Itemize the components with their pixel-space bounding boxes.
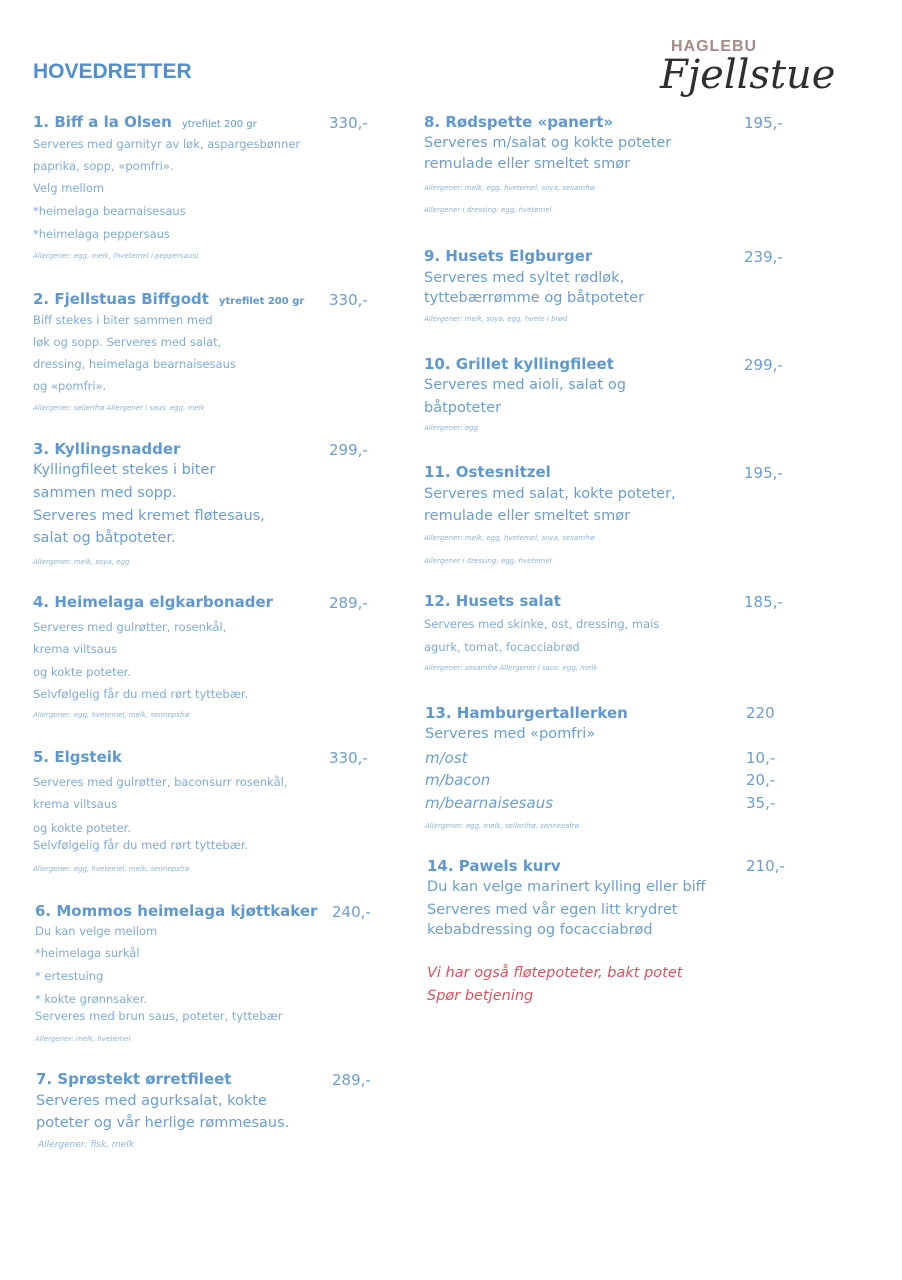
allergen-note: Allergener: egg, hvetemel, melk, sennepsfrø <box>33 865 190 873</box>
dish-description: *heimelaga peppersaus <box>33 227 170 241</box>
dish-title: 4. Heimelaga elgkarbonader <box>33 593 274 611</box>
page-title: HOVEDRETTER <box>33 60 192 83</box>
dish-description: Serveres med skinke, ost, dressing, mais <box>424 617 660 631</box>
dish-description: Biff stekes i biter sammen med <box>33 313 213 327</box>
dish-description: og «pomfri». <box>33 379 107 393</box>
dish-description: Serveres med gulrøtter, baconsurr rosenkål, <box>33 775 288 789</box>
dish-description: Velg mellom <box>33 181 105 195</box>
dish-description: * ertestuing <box>35 969 104 983</box>
extra-option-price: 35,- <box>746 794 776 812</box>
dish-title: 11. Ostesnitzel <box>424 463 551 481</box>
dish-price: 289,- <box>332 1071 371 1089</box>
allergen-note: Allergener: sesamfrø Allergener i saus: egg, melk <box>424 664 598 672</box>
allergen-note: Allergener: melk, soya, egg <box>33 558 130 566</box>
dish-price: 289,- <box>329 594 368 612</box>
dish-description: Serveres med gulrøtter, rosenkål, <box>33 620 227 634</box>
allergen-note: Allergener: melk, soya, egg, hvete i brød <box>424 315 568 323</box>
dish-description: remulade eller smeltet smør <box>424 156 631 172</box>
brand-script-logo: Fjellstue <box>660 52 836 98</box>
dish-description: båtpoteter <box>424 400 502 416</box>
dish-description: løk og sopp. Serveres med salat, <box>33 335 222 349</box>
dish-price: 299,- <box>329 441 368 459</box>
dish-description: salat og båtpoteter. <box>33 530 176 546</box>
dish-description: og kokte poteter. <box>33 665 132 679</box>
dish-description: Serveres med vår egen litt krydret <box>427 902 678 918</box>
dish-title: 9. Husets Elgburger <box>424 247 593 265</box>
dish-description: Serveres med garnityr av løk, aspargesbønner <box>33 137 301 151</box>
dish-description: Du kan velge marinert kylling eller biff <box>427 879 706 895</box>
dish-description: tyttebærrømme og båtpoteter <box>424 290 645 306</box>
dish-description: Serveres med aioli, salat og <box>424 377 626 393</box>
dish-title: 6. Mommos heimelaga kjøttkaker <box>35 902 318 920</box>
extra-option-label: m/bearnaisesaus <box>425 794 554 812</box>
dish-description: Selvfølgelig får du med rørt tyttebær. <box>33 838 249 852</box>
dish-description: Kyllingfileet stekes i biter <box>33 462 216 478</box>
brand-name: HAGLEBU <box>671 38 758 55</box>
dish-description: Serveres m/salat og kokte poteter <box>424 135 672 151</box>
dish-description: krema viltsaus <box>33 642 118 656</box>
dish-title: 8. Rødspette «panert» <box>424 113 614 131</box>
dish-description: poteter og vår herlige rømmesaus. <box>36 1115 290 1131</box>
extra-option-price: 20,- <box>746 771 776 789</box>
dish-description: paprika, sopp, «pomfri». <box>33 159 174 173</box>
dish-price: 195,- <box>744 464 783 482</box>
allergen-note: Allergener: melk, egg, hvetemel, soya, sesamfrø <box>424 184 595 192</box>
extra-option-label: m/bacon <box>425 771 491 789</box>
allergen-note: Allergener: egg <box>424 424 479 432</box>
dish-price: 239,- <box>744 248 783 266</box>
dish-description: * kokte grønnsaker. <box>35 992 147 1006</box>
dish-description: Serveres med kremet fløtesaus, <box>33 508 265 524</box>
dish-title: 13. Hamburgertallerken <box>425 704 628 722</box>
dish-price: 299,- <box>744 356 783 374</box>
dish-title: 3. Kyllingsnadder <box>33 440 181 458</box>
dish-description: *heimelaga bearnaisesaus <box>33 204 186 218</box>
ask-staff-note: Spør betjening <box>427 988 534 1004</box>
dish-description: remulade eller smeltet smør <box>424 508 631 524</box>
allergen-note: Allergener: egg, melk, sellerifrø, sennepsfrø <box>425 822 579 830</box>
dish-title: 1. Biff a la Olsen ytrefilet 200 gr <box>33 113 257 131</box>
dish-description: krema viltsaus <box>33 797 118 811</box>
allergen-note: Allergener: melk, egg, hvetemel, soya, sesamfrø <box>424 534 595 542</box>
dish-title: 12. Husets salat <box>424 592 561 610</box>
dish-description: kebabdressing og focacciabrød <box>427 922 653 938</box>
dish-description: Du kan velge mellom <box>35 924 158 938</box>
dish-title: 7. Sprøstekt ørretfileet <box>36 1070 232 1088</box>
dish-price: 220 <box>746 704 775 722</box>
dish-subtitle: ytrefilet 200 gr <box>218 296 305 307</box>
allergen-note: Allergener: sellerifrø Allergener i saus: egg, melk <box>33 404 205 412</box>
allergen-note: Allergener i dressing: egg, hvetemel <box>424 557 552 565</box>
dish-price: 195,- <box>744 114 783 132</box>
allergen-note: Allergener: fisk, melk <box>38 1140 134 1150</box>
dish-price: 185,- <box>744 593 783 611</box>
dish-description: dressing, heimelaga bearnaisesaus <box>33 357 236 371</box>
dish-description: Serveres med agurksalat, kokte <box>36 1093 267 1109</box>
dish-description: Selvfølgelig får du med rørt tyttebær. <box>33 687 249 701</box>
side-dishes-note: Vi har også fløtepoteter, bakt potet <box>427 965 683 981</box>
dish-title: 10. Grillet kyllingfileet <box>424 355 614 373</box>
dish-description: sammen med sopp. <box>33 485 177 501</box>
dish-price: 330,- <box>329 114 368 132</box>
dish-description: Serveres med salat, kokte poteter, <box>424 486 676 502</box>
dish-description: Serveres med syltet rødløk, <box>424 270 625 286</box>
dish-description: agurk, tomat, focacciabrød <box>424 640 580 654</box>
dish-description: *heimelaga surkål <box>35 946 140 960</box>
dish-price: 330,- <box>329 291 368 309</box>
allergen-note: Allergener: egg, melk, (hvetemel i peppersaus) <box>33 252 199 260</box>
extra-option-price: 10,- <box>746 749 776 767</box>
allergen-note: Allergener: melk, hvetemel <box>35 1035 131 1043</box>
allergen-note: Allergener: egg, hvetemel, melk, sennepsfrø <box>33 711 190 719</box>
dish-subtitle: ytrefilet 200 gr <box>181 119 257 130</box>
dish-description: Serveres med «pomfri» <box>425 726 596 742</box>
dish-price: 240,- <box>332 903 371 921</box>
dish-price: 210,- <box>746 857 785 875</box>
dish-description: Serveres med brun saus, poteter, tyttebær <box>35 1009 283 1023</box>
dish-price: 330,- <box>329 749 368 767</box>
extra-option-label: m/ost <box>425 749 468 767</box>
allergen-note: Allergener i dressing: egg, hvetemel <box>424 206 552 214</box>
dish-title: 5. Elgsteik <box>33 748 122 766</box>
dish-description: og kokte poteter. <box>33 821 132 835</box>
dish-title: 2. Fjellstuas Biffgodt ytrefilet 200 gr <box>33 290 305 308</box>
dish-title: 14. Pawels kurv <box>427 857 561 875</box>
